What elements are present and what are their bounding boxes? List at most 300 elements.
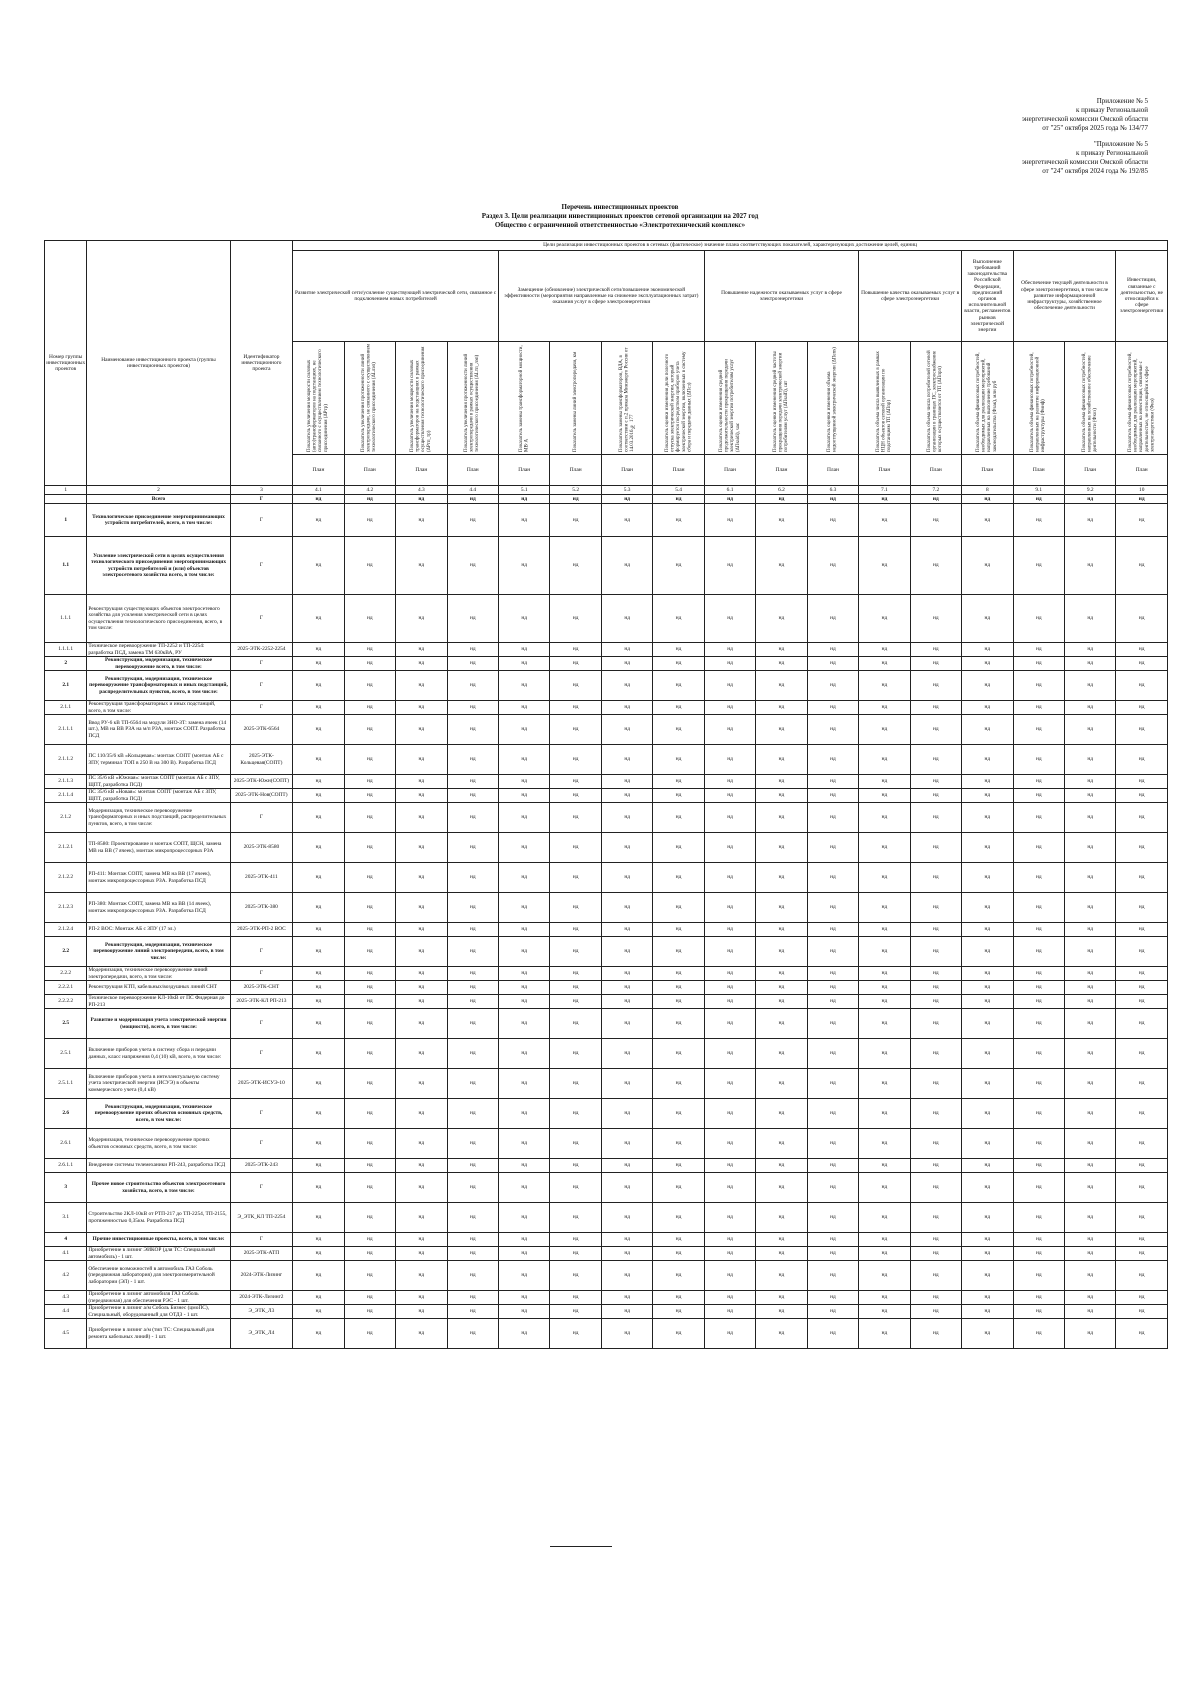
row-number: 2.1.2.3 [45, 893, 87, 923]
indicator-header-text: Показатель оценки изменения доли полезного отпуска электрической энергии, который формируется посредством приборов учета электрической энергии, включенных в систему сбора и передачи данных (ΔПсз) [664, 351, 692, 452]
table-row [45, 595, 1168, 643]
row-project-name: Реконструкция, модернизация, техническое перевооружение прочих объектов основных средств, всего, в том числе: [87, 1099, 230, 1129]
row-value: нд [910, 803, 961, 833]
row-value: нд [344, 1305, 395, 1319]
row-value: нд [344, 657, 395, 671]
row-project-name: РП-2 ВОС: Монтаж АБ с ЗПУ (17 эл.) [87, 923, 230, 937]
row-value: нд [910, 1039, 961, 1069]
row-value: нд [704, 1009, 755, 1039]
row-value: нд [859, 504, 910, 537]
row-value: нд [550, 923, 601, 937]
row-value: нд [859, 1233, 910, 1247]
column-number: 1 [45, 486, 87, 495]
row-value: нд [396, 789, 447, 803]
row-value: нд [1064, 1009, 1115, 1039]
row-value: нд [1064, 643, 1115, 657]
row-value: нд [910, 657, 961, 671]
row-value: нд [910, 981, 961, 995]
row-project-id: 2025-ЭТК-Южн(СОПТ) [230, 775, 293, 789]
row-value: нд [344, 745, 395, 775]
row-value: нд [704, 923, 755, 937]
row-value: нд [601, 701, 652, 715]
row-value: нд [344, 937, 395, 967]
row-value: нд [601, 1233, 652, 1247]
row-value: нд [550, 1159, 601, 1173]
row-value: нд [1064, 1203, 1115, 1233]
row-value: нд [447, 1319, 498, 1349]
row-value: нд [653, 1009, 704, 1039]
row-number: 2.2.2 [45, 967, 87, 981]
row-value: нд [293, 937, 344, 967]
row-value: нд [859, 1261, 910, 1291]
row-value: нд [344, 595, 395, 643]
row-value: нд [601, 1009, 652, 1039]
row-value: нд [704, 504, 755, 537]
row-value: нд [344, 1233, 395, 1247]
row-value: нд [447, 745, 498, 775]
plan-label: План [653, 455, 704, 486]
total-value: нд [962, 495, 1013, 504]
row-value: нд [962, 981, 1013, 995]
row-value: нд [807, 893, 858, 923]
approval-line: Приложение № 5 [1096, 97, 1148, 105]
row-value: нд [601, 1039, 652, 1069]
row-value: нд [653, 1247, 704, 1261]
row-value: нд [859, 893, 910, 923]
row-value: нд [447, 937, 498, 967]
row-value: нд [910, 1009, 961, 1039]
row-value: нд [1013, 775, 1064, 789]
row-value: нд [447, 789, 498, 803]
row-value: нд [807, 537, 858, 595]
row-value: нд [704, 745, 755, 775]
row-value: нд [807, 1159, 858, 1173]
row-value: нд [1116, 657, 1168, 671]
table-row [45, 1159, 1168, 1173]
row-value: нд [396, 967, 447, 981]
group-header: Выполнение требований законодательства Российской Федерации, предписаний органов исполнительной власти, регламентов рынков электрической энергии [962, 251, 1013, 342]
row-value: нд [1064, 1173, 1115, 1203]
row-value: нд [499, 1009, 550, 1039]
row-value: нд [1064, 1305, 1115, 1319]
row-value: нд [293, 643, 344, 657]
row-value: нд [653, 643, 704, 657]
table-row [45, 745, 1168, 775]
row-value: нд [910, 1159, 961, 1173]
row-value: нд [447, 671, 498, 701]
group-header: Повышение качества оказываемых услуг в сфере электроэнергетики [859, 251, 962, 342]
row-value: нд [396, 701, 447, 715]
row-project-id: Э_ЭТК_Л3 [230, 1305, 293, 1319]
row-value: нд [550, 1319, 601, 1349]
column-number: 2 [87, 486, 230, 495]
row-number: 2.1.1 [45, 701, 87, 715]
row-value: нд [910, 863, 961, 893]
row-project-id: Г [230, 1009, 293, 1039]
indicator-header-text: Показатель объема числа выявленных в рамках НЦН объектов сетевой организации по подстанциям ТП (ΔПnp) [876, 351, 893, 452]
row-value: нд [447, 595, 498, 643]
row-value: нд [704, 715, 755, 745]
row-value: нд [756, 981, 807, 995]
row-value: нд [601, 1099, 652, 1129]
row-project-id: 2024-ЭТК-Лизинг [230, 1261, 293, 1291]
row-value: нд [962, 1069, 1013, 1099]
row-value: нд [807, 803, 858, 833]
row-value: нд [807, 1069, 858, 1099]
table-row [45, 803, 1168, 833]
row-value: нд [1064, 1319, 1115, 1349]
row-project-name: Реконструкция существующих объектов электросетевого хозяйства для усиления электрической сети в целях осуществления технологического присоединения, всего, в том числе: [87, 595, 230, 643]
row-value: нд [1013, 671, 1064, 701]
row-value: нд [550, 995, 601, 1009]
row-value: нд [1116, 643, 1168, 657]
column-number: 4.3 [396, 486, 447, 495]
row-value: нд [601, 1173, 652, 1203]
row-value: нд [1116, 803, 1168, 833]
row-value: нд [962, 715, 1013, 745]
row-value: нд [704, 1247, 755, 1261]
row-value: нд [447, 1159, 498, 1173]
row-value: нд [601, 923, 652, 937]
plan-label: План [550, 455, 601, 486]
row-project-id: 2025-ЭТК-2252-2254 [230, 643, 293, 657]
row-value: нд [1013, 715, 1064, 745]
row-value: нд [962, 1173, 1013, 1203]
table-row [45, 701, 1168, 715]
row-value: нд [910, 504, 961, 537]
title-line: Раздел 3. Цели реализации инвестиционных проектов сетевой организации на 2027 год [481, 212, 759, 220]
row-value: нд [704, 1261, 755, 1291]
row-value: нд [550, 1039, 601, 1069]
row-value: нд [704, 981, 755, 995]
row-value: нд [910, 745, 961, 775]
row-value: нд [1064, 789, 1115, 803]
row-value: нд [653, 995, 704, 1009]
row-value: нд [704, 1039, 755, 1069]
row-value: нд [344, 643, 395, 657]
row-project-id: Г [230, 537, 293, 595]
row-project-id: Г [230, 504, 293, 537]
table-row [45, 1291, 1168, 1305]
row-value: нд [910, 1247, 961, 1261]
row-value: нд [601, 1261, 652, 1291]
row-value: нд [396, 1069, 447, 1099]
row-value: нд [344, 1129, 395, 1159]
row-value: нд [293, 1173, 344, 1203]
row-project-name: Модернизация, техническое перевооружение трансформаторных и иных подстанций, распределительных пунктов, всего, в том числе: [87, 803, 230, 833]
row-value: нд [1116, 833, 1168, 863]
row-number: 4.4 [45, 1305, 87, 1319]
row-value: нд [601, 995, 652, 1009]
row-value: нд [396, 1039, 447, 1069]
row-value: нд [1013, 1129, 1064, 1159]
indicator-header [910, 342, 961, 455]
row-value: нд [756, 995, 807, 1009]
row-value: нд [447, 1099, 498, 1129]
row-project-name: Приобретение в лизинг а/м Соболь Бизнес (цмоПС), Специальный, оборудованный для ОТДЗ - 1 шт. [87, 1305, 230, 1319]
row-value: нд [962, 833, 1013, 863]
row-value: нд [550, 1203, 601, 1233]
row-value: нд [1116, 923, 1168, 937]
row-value: нд [962, 803, 1013, 833]
row-project-name: РП-411: Монтаж СОПТ, замена МВ на ВВ (17 ячеек), монтаж микропроцессорных РЗА. Разработка ПСД [87, 863, 230, 893]
indicator-header-text: Показатель увеличения мощности силовых (авто)трансформаторов на подстанциях, не связанного с осуществлением технологического присоединения (ΔPтр) [307, 349, 329, 452]
row-value: нд [396, 1203, 447, 1233]
row-value: нд [704, 595, 755, 643]
row-project-id: Г [230, 595, 293, 643]
row-value: нд [962, 1305, 1013, 1319]
row-value: нд [962, 967, 1013, 981]
row-value: нд [344, 1009, 395, 1039]
row-project-id: 2025-ЭТК-СНТ [230, 981, 293, 995]
row-value: нд [601, 775, 652, 789]
indicator-header-text: Показатель замены линий электропередачи, км [572, 351, 578, 452]
row-project-name: Ввод РУ-6 кВ ТП-6564 на модули ЗНО-ЗТ: замена ячеек (14 шт.), МВ на ВВ РЗА на м/п РЗА, монтаж СОПТ. Разработка ПСД [87, 715, 230, 745]
table-row [45, 789, 1168, 803]
row-value: нд [601, 803, 652, 833]
row-value: нд [859, 1291, 910, 1305]
row-value: нд [1013, 1159, 1064, 1173]
total-value: нд [653, 495, 704, 504]
row-value: нд [447, 1261, 498, 1291]
row-value: нд [910, 937, 961, 967]
row-value: нд [601, 715, 652, 745]
row-value: нд [653, 504, 704, 537]
row-project-name: Развитие и модернизация учета электрической энергии (мощности), всего, в том числе: [87, 1009, 230, 1039]
row-value: нд [756, 1247, 807, 1261]
total-value: нд [293, 495, 344, 504]
row-value: нд [601, 504, 652, 537]
row-value: нд [499, 504, 550, 537]
approval-line: к приказу Региональной [1075, 149, 1148, 157]
row-value: нд [1116, 1305, 1168, 1319]
row-value: нд [1064, 833, 1115, 863]
table-row [45, 657, 1168, 671]
table-row [45, 863, 1168, 893]
row-value: нд [293, 715, 344, 745]
row-value: нд [704, 995, 755, 1009]
row-value: нд [396, 715, 447, 745]
group-header: Инвестиции, связанные с деятельностью, не относящейся к сфере электроэнергетики [1116, 251, 1168, 342]
total-value: нд [1013, 495, 1064, 504]
total-value: нд [910, 495, 961, 504]
row-value: нд [447, 803, 498, 833]
row-value: нд [653, 671, 704, 701]
row-value: нд [447, 1233, 498, 1247]
indicator-header [1013, 342, 1064, 455]
row-value: нд [1013, 923, 1064, 937]
row-value: нд [1013, 1009, 1064, 1039]
row-value: нд [962, 995, 1013, 1009]
group-header: Развитие электрической сети/усиление существующей электрической сети, связанное с подключением новых потребителей [293, 251, 499, 342]
indicator-header [293, 342, 344, 455]
row-value: нд [293, 1009, 344, 1039]
row-value: нд [653, 1129, 704, 1159]
row-value: нд [601, 937, 652, 967]
row-value: нд [962, 1099, 1013, 1129]
row-value: нд [653, 1203, 704, 1233]
row-value: нд [396, 745, 447, 775]
row-value: нд [293, 1039, 344, 1069]
row-number: 2.1 [45, 671, 87, 701]
indicator-header-text: Показатель объема финансовых потребностей, необходимых для реализации мероприятий, направленных на инвестиции, связанные с деятельностью, не относящейся к сфере электроэнергетики (Фнэ) [1127, 352, 1156, 452]
row-value: нд [1064, 803, 1115, 833]
row-value: нд [1013, 803, 1064, 833]
total-id: Г [230, 495, 293, 504]
row-project-id: 2025-ЭТК-8580 [230, 833, 293, 863]
row-value: нд [601, 1129, 652, 1159]
indicator-header-text: Показатель оценки изменения средней продолжительности прекращения передачи электрической энергии потребителям услуг (ΔПsaidi), час [718, 358, 741, 452]
plan-label: План [859, 455, 910, 486]
row-value: нд [1116, 1291, 1168, 1305]
total-value: нд [499, 495, 550, 504]
row-number: 2.1.1.1 [45, 715, 87, 745]
row-value: нд [293, 775, 344, 789]
row-value: нд [396, 537, 447, 595]
row-value: нд [653, 1069, 704, 1099]
row-value: нд [756, 745, 807, 775]
row-number: 2.5 [45, 1009, 87, 1039]
row-value: нд [396, 504, 447, 537]
indicator-header [756, 342, 807, 455]
col-header-number: Номер группы инвестиционных проектов [45, 241, 87, 486]
row-project-id: Г [230, 1129, 293, 1159]
row-value: нд [704, 671, 755, 701]
row-project-name: ПС 35/6 кВ «Южная»: монтаж СОПТ (монтаж АБ с ЗПУ, ЩПТ, разработка ПСД) [87, 775, 230, 789]
row-project-id: Г [230, 657, 293, 671]
row-value: нд [550, 595, 601, 643]
row-number: 1.1 [45, 537, 87, 595]
row-value: нд [293, 504, 344, 537]
row-value: нд [293, 657, 344, 671]
row-value: нд [550, 967, 601, 981]
row-value: нд [756, 1305, 807, 1319]
row-value: нд [859, 789, 910, 803]
row-value: нд [1013, 643, 1064, 657]
row-value: нд [293, 1319, 344, 1349]
indicator-header-text: Показатель объема числа потребителей сетевой организации в границах ПС, электроснабжение которых осуществляется от ТП (ΔПпрп) [927, 350, 944, 452]
row-value: нд [447, 833, 498, 863]
table-row [45, 1039, 1168, 1069]
row-value: нд [550, 1069, 601, 1099]
row-value: нд [550, 1305, 601, 1319]
row-project-name: Приобретение в лизинг ЭИКОР (для ТС: Специальный автомобиль) - 1 шт. [87, 1247, 230, 1261]
row-value: нд [601, 981, 652, 995]
row-value: нд [756, 1173, 807, 1203]
row-value: нд [756, 1069, 807, 1099]
row-value: нд [499, 1129, 550, 1159]
row-value: нд [807, 657, 858, 671]
row-value: нд [499, 937, 550, 967]
indicator-header-text: Показатель объема финансовых потребностей, направленных на развитие информационной инфраструктуры (Финф) [1030, 352, 1047, 452]
row-value: нд [499, 715, 550, 745]
row-value: нд [704, 789, 755, 803]
row-value: нд [704, 863, 755, 893]
total-value: нд [704, 495, 755, 504]
indicator-header-text: Показатель оценки изменения средней частоты прекращения передачи электрической энергии потребителям услуг (ΔПsaifi), шт [773, 351, 790, 452]
row-project-id: Г [230, 1173, 293, 1203]
row-value: нд [962, 643, 1013, 657]
row-value: нд [962, 789, 1013, 803]
table-header [45, 241, 1168, 486]
row-value: нд [1116, 1319, 1168, 1349]
end-divider [550, 1546, 612, 1547]
row-value: нд [756, 1203, 807, 1233]
row-value: нд [807, 923, 858, 937]
row-value: нд [704, 537, 755, 595]
row-value: нд [293, 893, 344, 923]
row-value: нд [344, 1261, 395, 1291]
table-row [45, 995, 1168, 1009]
row-value: нд [499, 789, 550, 803]
row-value: нд [499, 1203, 550, 1233]
row-value: нд [499, 1069, 550, 1099]
row-value: нд [499, 1173, 550, 1203]
row-value: нд [653, 1159, 704, 1173]
row-value: нд [704, 657, 755, 671]
plan-label: План [807, 455, 858, 486]
row-project-name: Приобретение в лизинг а/м (тип ТС: Специальный для ремонта кабельных линий) - 1 шт. [87, 1319, 230, 1349]
indicator-header [1116, 342, 1168, 455]
row-value: нд [344, 967, 395, 981]
row-value: нд [293, 967, 344, 981]
row-value: нд [653, 1173, 704, 1203]
row-value: нд [704, 1291, 755, 1305]
total-row [45, 495, 1168, 504]
row-value: нд [1116, 1009, 1168, 1039]
row-number: 1.1.1.1 [45, 643, 87, 657]
indicator-header [447, 342, 498, 455]
plan-label: План [499, 455, 550, 486]
row-value: нд [910, 537, 961, 595]
row-value: нд [550, 671, 601, 701]
row-value: нд [1116, 937, 1168, 967]
row-value: нд [653, 1319, 704, 1349]
row-value: нд [962, 745, 1013, 775]
row-number: 2.2 [45, 937, 87, 967]
row-value: нд [499, 745, 550, 775]
row-value: нд [499, 833, 550, 863]
row-number: 4.1 [45, 1247, 87, 1261]
total-number [45, 495, 87, 504]
row-value: нд [756, 923, 807, 937]
approval-line: от "25" октября 2025 года № 134/77 [1042, 124, 1148, 132]
indicator-header [344, 342, 395, 455]
row-value: нд [396, 1159, 447, 1173]
row-value: нд [1013, 595, 1064, 643]
row-value: нд [704, 803, 755, 833]
row-value: нд [807, 701, 858, 715]
row-value: нд [447, 981, 498, 995]
table-row [45, 893, 1168, 923]
row-value: нд [1013, 657, 1064, 671]
row-value: нд [910, 1305, 961, 1319]
row-value: нд [447, 701, 498, 715]
plan-label: План [704, 455, 755, 486]
row-value: нд [807, 937, 858, 967]
row-value: нд [344, 1291, 395, 1305]
row-value: нд [396, 1009, 447, 1039]
row-value: нд [704, 937, 755, 967]
row-value: нд [447, 1129, 498, 1159]
row-value: нд [499, 967, 550, 981]
row-number: 2.1.1.3 [45, 775, 87, 789]
row-value: нд [396, 923, 447, 937]
row-value: нд [1116, 893, 1168, 923]
row-value: нд [962, 863, 1013, 893]
row-value: нд [807, 1203, 858, 1233]
header-row-top [45, 241, 1168, 251]
